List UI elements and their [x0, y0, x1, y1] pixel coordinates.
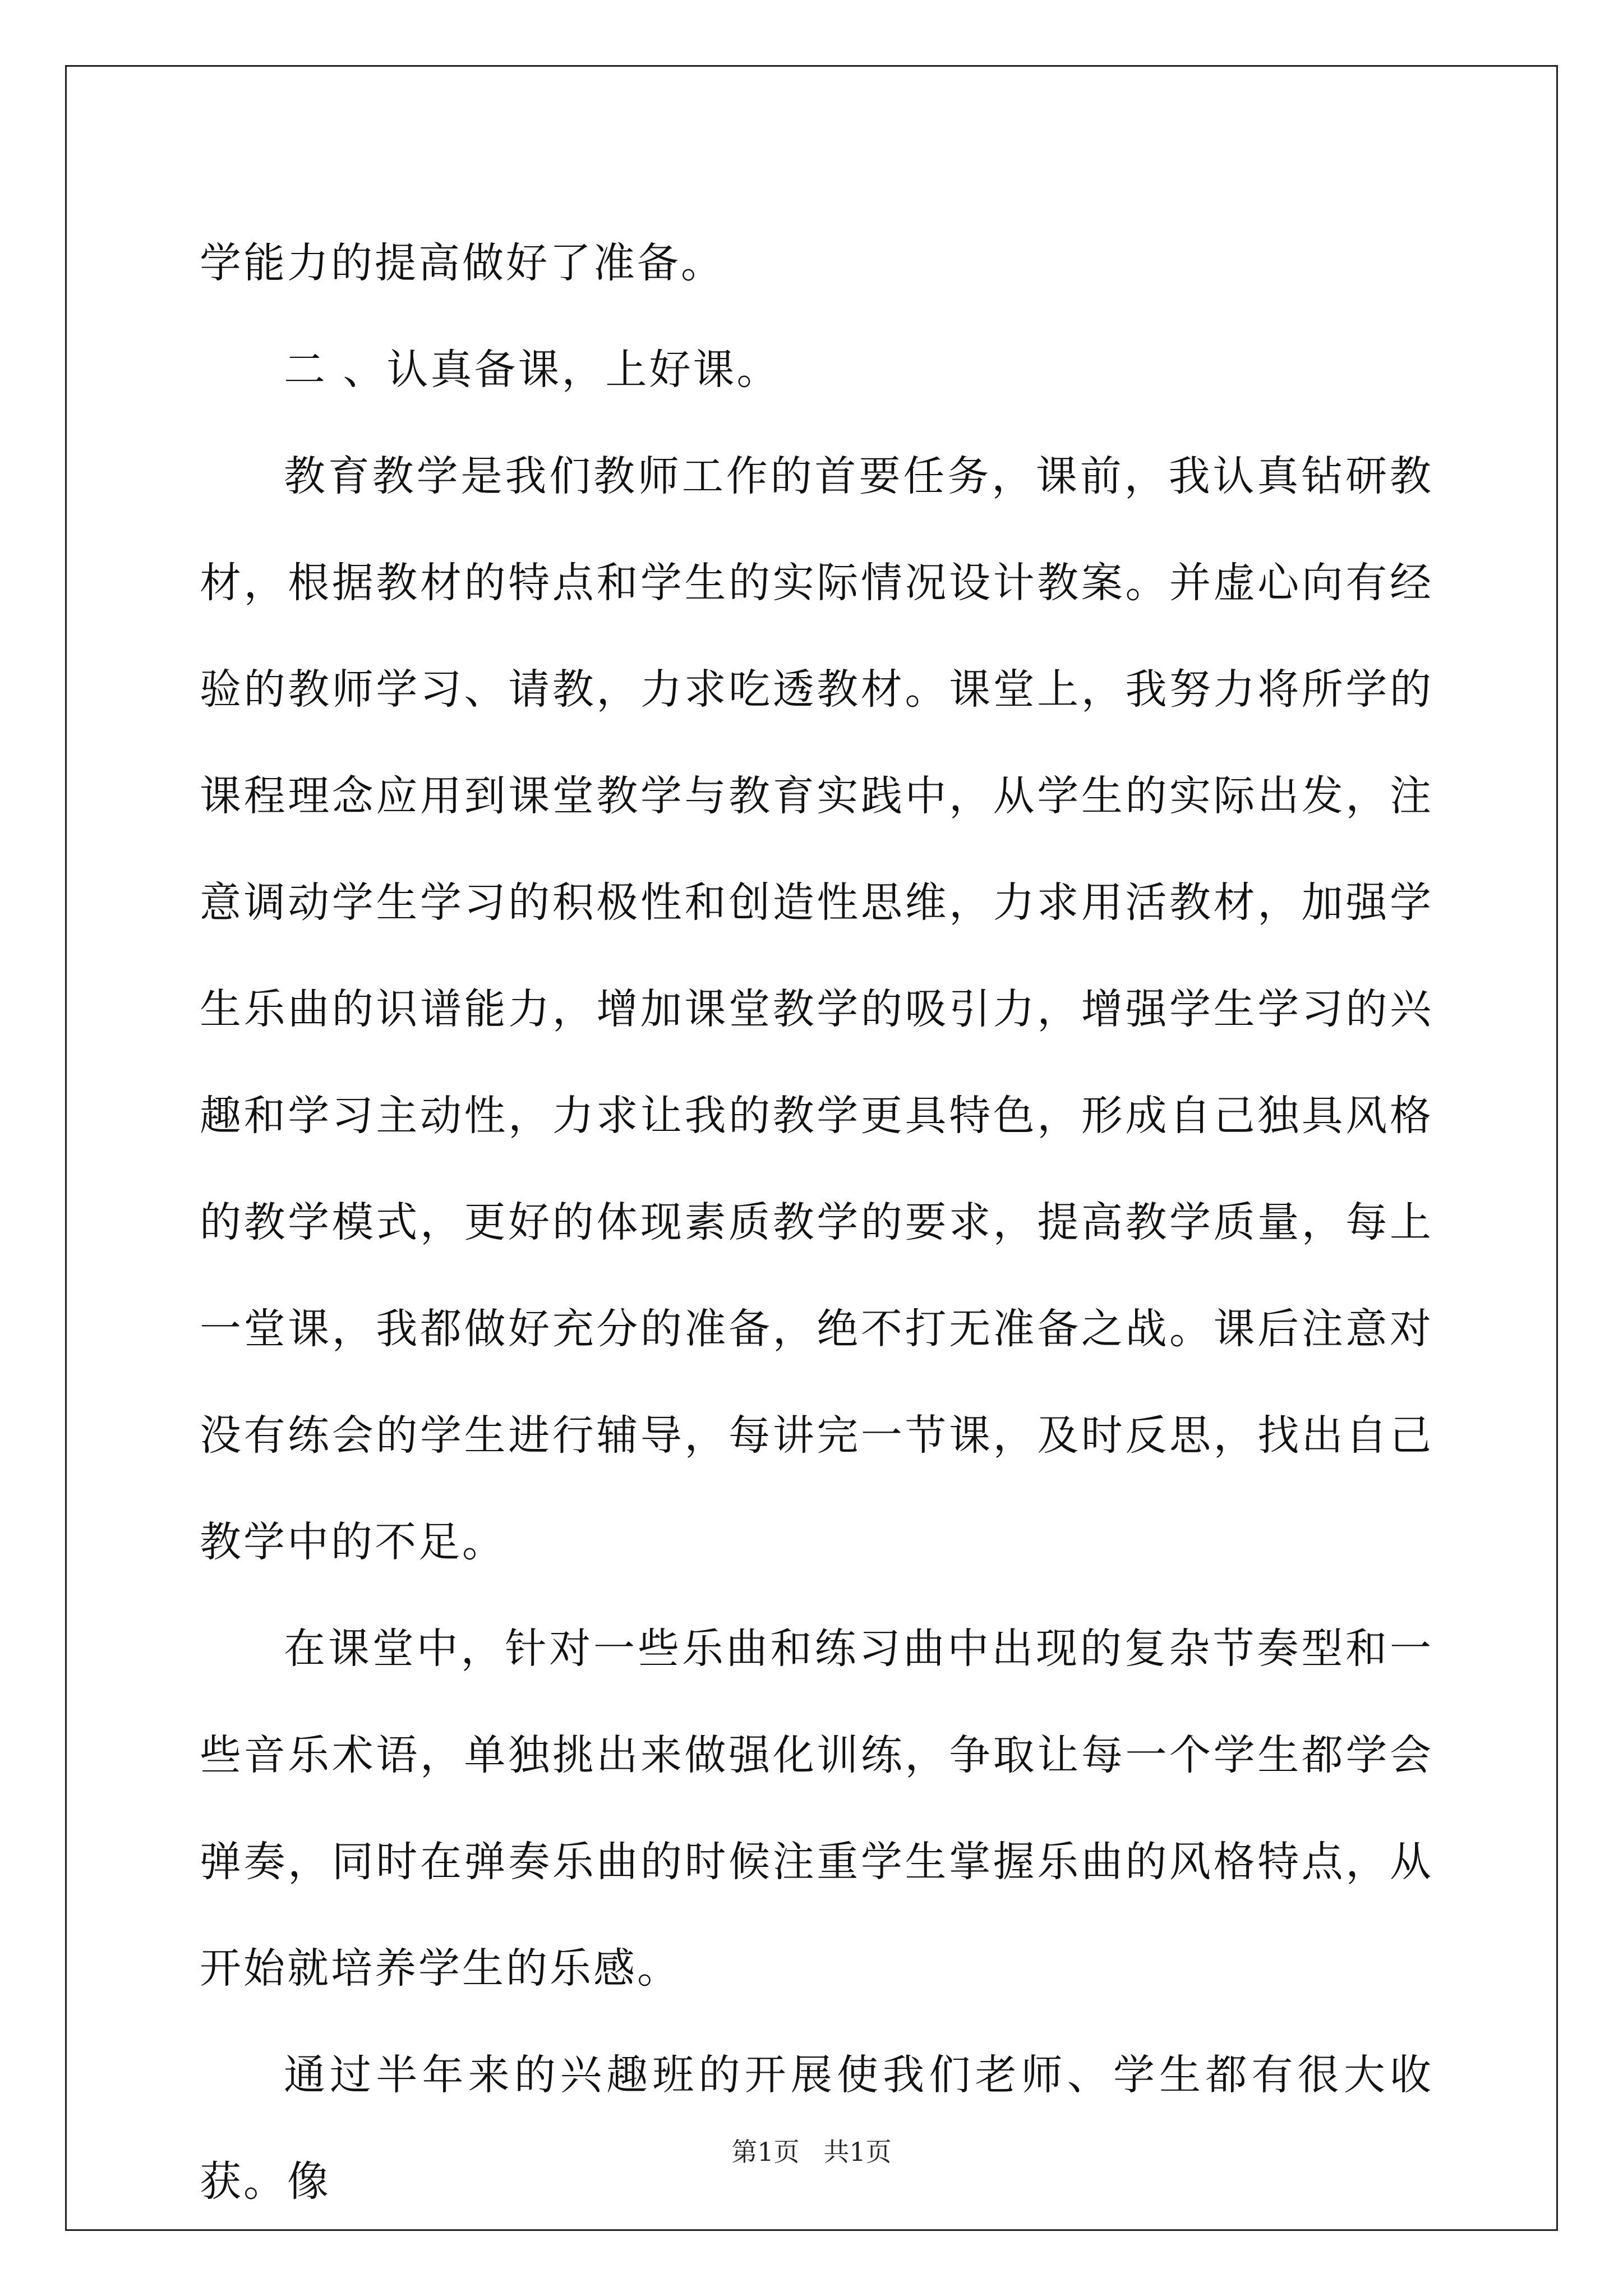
paragraph-3: 教育教学是我们教师工作的首要任务，课前，我认真钻研教材，根据教材的特点和学生的实际情况设计教案。并虚心向有经验的教师学习、请教，力求吃透教材。课堂上，我努力将所学的课程理念应用到课堂教学与教育实践中，从学生的实际出发，注意调动学生学习的积极性和创造性思维，力求用活教材，加强学生乐曲的识谱能力，增加课堂教学的吸引力，增强学生学习的兴趣和学习主动性，力求让我的教学更具特色，形成自己独具风格的教学模式，更好的体现素质教学的要求，提高教学质量，每上一堂课，我都做好充分的准备，绝不打无准备之战。课后注意对没有练会的学生进行辅导，每讲完一节课，及时反思，找出自己教学中的不足。 [200, 452, 1433, 1566]
paragraph-1: 学能力的提高做好了准备。 [200, 239, 725, 287]
page-number-total: 共1页 [823, 2137, 892, 2167]
paragraph-5: 通过半年来的兴趣班的开展使我们老师、学生都有很大收获。像 [200, 2051, 1433, 2206]
page-number-current: 第1页 [731, 2137, 800, 2167]
page-footer [0, 2132, 1623, 2169]
document-body [200, 210, 1433, 2235]
section-heading: 二 、认真备课，上好课。 [284, 346, 781, 394]
paragraph-4: 在课堂中，针对一些乐曲和练习曲中出现的复杂节奏型和一些音乐术语，单独挑出来做强化训练，争取让每一个学生都学会弹奏，同时在弹奏乐曲的时候注重学生掌握乐曲的风格特点，从开始就培养学生的乐感。 [200, 1625, 1433, 1993]
